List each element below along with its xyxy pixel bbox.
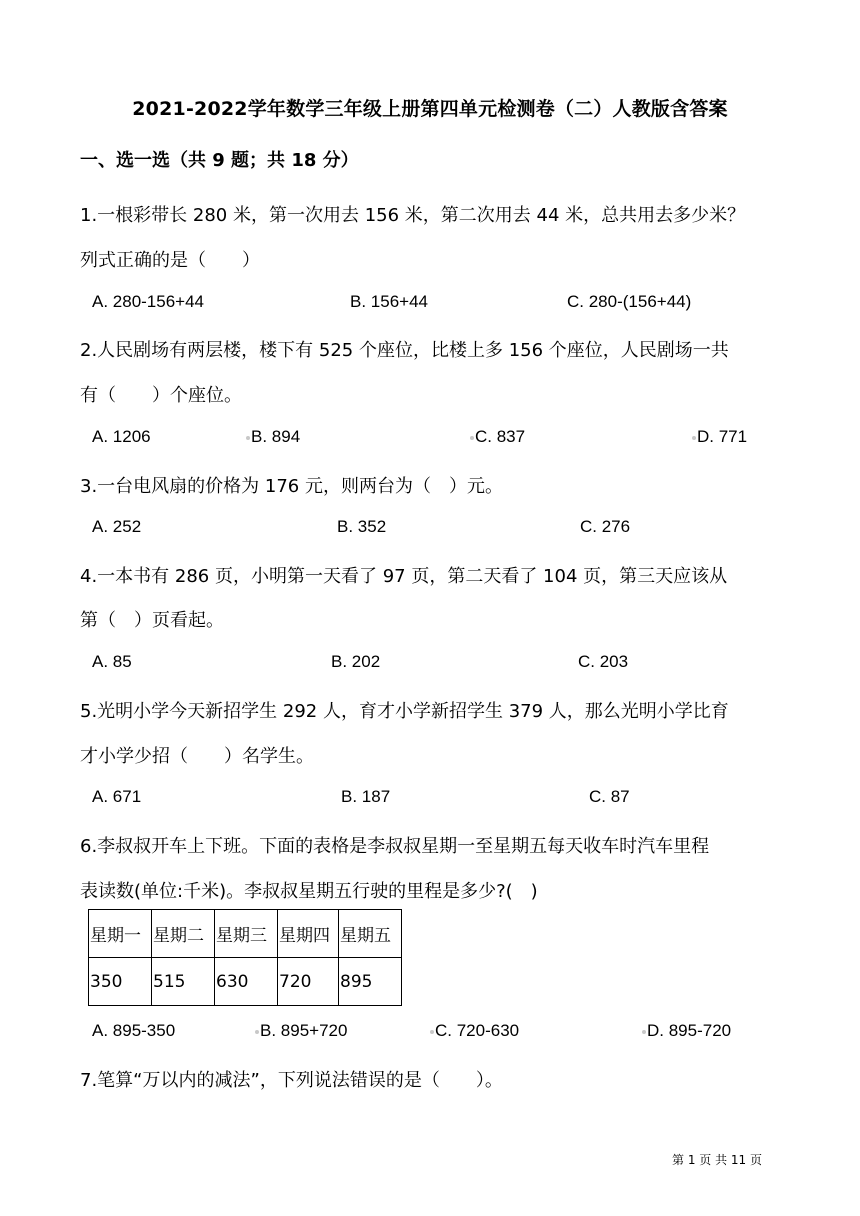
question-6-option-c[interactable]: C. 720-630 <box>435 1021 520 1040</box>
question-2-line-2: 有（ ）个座位。 <box>80 385 242 406</box>
question-6-option-d[interactable]: D. 895-720 <box>647 1021 732 1040</box>
option-marker-dot <box>255 1030 259 1034</box>
question-2-option-c[interactable]: C. 837 <box>475 427 526 446</box>
question-5-option-b[interactable]: B. 187 <box>341 787 391 806</box>
question-2-option-a[interactable]: A. 1206 <box>92 427 151 446</box>
table-row <box>89 958 402 1006</box>
question-6-line-2: 表读数(单位:千米)。李叔叔星期五行驶的里程是多少?( ) <box>80 881 538 902</box>
question-1-option-c[interactable]: C. 280-(156+44) <box>567 292 692 311</box>
table-cell: 895 <box>339 958 402 1006</box>
question-3-option-c[interactable]: C. 276 <box>580 517 631 536</box>
option-marker-dot <box>246 436 250 440</box>
option-marker-dot <box>692 436 696 440</box>
table-cell: 515 <box>152 958 215 1006</box>
question-3-option-b[interactable]: B. 352 <box>337 517 387 536</box>
table-header-cell: 星期二 <box>152 910 215 958</box>
question-4-option-a[interactable]: A. 85 <box>92 652 132 671</box>
question-5-line-2: 才小学少招（ ）名学生。 <box>80 746 314 767</box>
question-3-line-1: 3.一台电风扇的价格为 176 元，则两台为（ ）元。 <box>80 476 503 497</box>
section-title: 一、选一选（共 9 题；共 18 分） <box>80 150 359 171</box>
question-5-option-c[interactable]: C. 87 <box>589 787 630 806</box>
page-footer: 第 1 页 共 11 页 <box>672 1153 762 1167</box>
question-4-option-b[interactable]: B. 202 <box>331 652 381 671</box>
table-header-cell: 星期三 <box>215 910 278 958</box>
question-6-option-b[interactable]: B. 895+720 <box>260 1021 348 1040</box>
question-2-option-d[interactable]: D. 771 <box>697 427 748 446</box>
question-1-option-a[interactable]: A. 280-156+44 <box>92 292 205 311</box>
table-header-cell: 星期四 <box>278 910 339 958</box>
question-3-option-a[interactable]: A. 252 <box>92 517 142 536</box>
option-marker-dot <box>470 436 474 440</box>
question-4-option-c[interactable]: C. 203 <box>578 652 629 671</box>
option-marker-dot <box>642 1030 646 1034</box>
question-5-option-a[interactable]: A. 671 <box>92 787 142 806</box>
question-7-line-1: 7.笔算“万以内的减法”，下列说法错误的是（ ）。 <box>80 1070 503 1091</box>
table-cell: 630 <box>215 958 278 1006</box>
question-1-line-2: 列式正确的是（ ） <box>80 250 260 271</box>
table-cell: 720 <box>278 958 339 1006</box>
question-5-line-1: 5.光明小学今天新招学生 292 人，育才小学新招学生 379 人，那么光明小学比育 <box>80 701 729 722</box>
question-6-line-1: 6.李叔叔开车上下班。下面的表格是李叔叔星期一至星期五每天收车时汽车里程 <box>80 836 710 857</box>
question-4-line-1: 4.一本书有 286 页，小明第一天看了 97 页，第二天看了 104 页，第三天应该从 <box>80 566 728 587</box>
question-4-line-2: 第（ ）页看起。 <box>80 610 224 631</box>
table-header-cell: 星期五 <box>339 910 402 958</box>
question-1-line-1: 1.一根彩带长 280 米，第一次用去 156 米，第二次用去 44 米，总共用去多少米？ <box>80 205 746 226</box>
page-title: 2021-2022学年数学三年级上册第四单元检测卷（二）人教版含答案 <box>132 98 728 120</box>
table-header-row <box>89 910 402 958</box>
option-marker-dot <box>430 1030 434 1034</box>
question-2-line-1: 2.人民剧场有两层楼，楼下有 525 个座位，比楼上多 156 个座位，人民剧场一共 <box>80 340 729 361</box>
question-1-option-b[interactable]: B. 156+44 <box>350 292 428 311</box>
table-header-cell: 星期一 <box>89 910 152 958</box>
question-6-option-a[interactable]: A. 895-350 <box>92 1021 176 1040</box>
mileage-table <box>88 909 402 1006</box>
table-cell: 350 <box>89 958 152 1006</box>
question-2-option-b[interactable]: B. 894 <box>251 427 301 446</box>
